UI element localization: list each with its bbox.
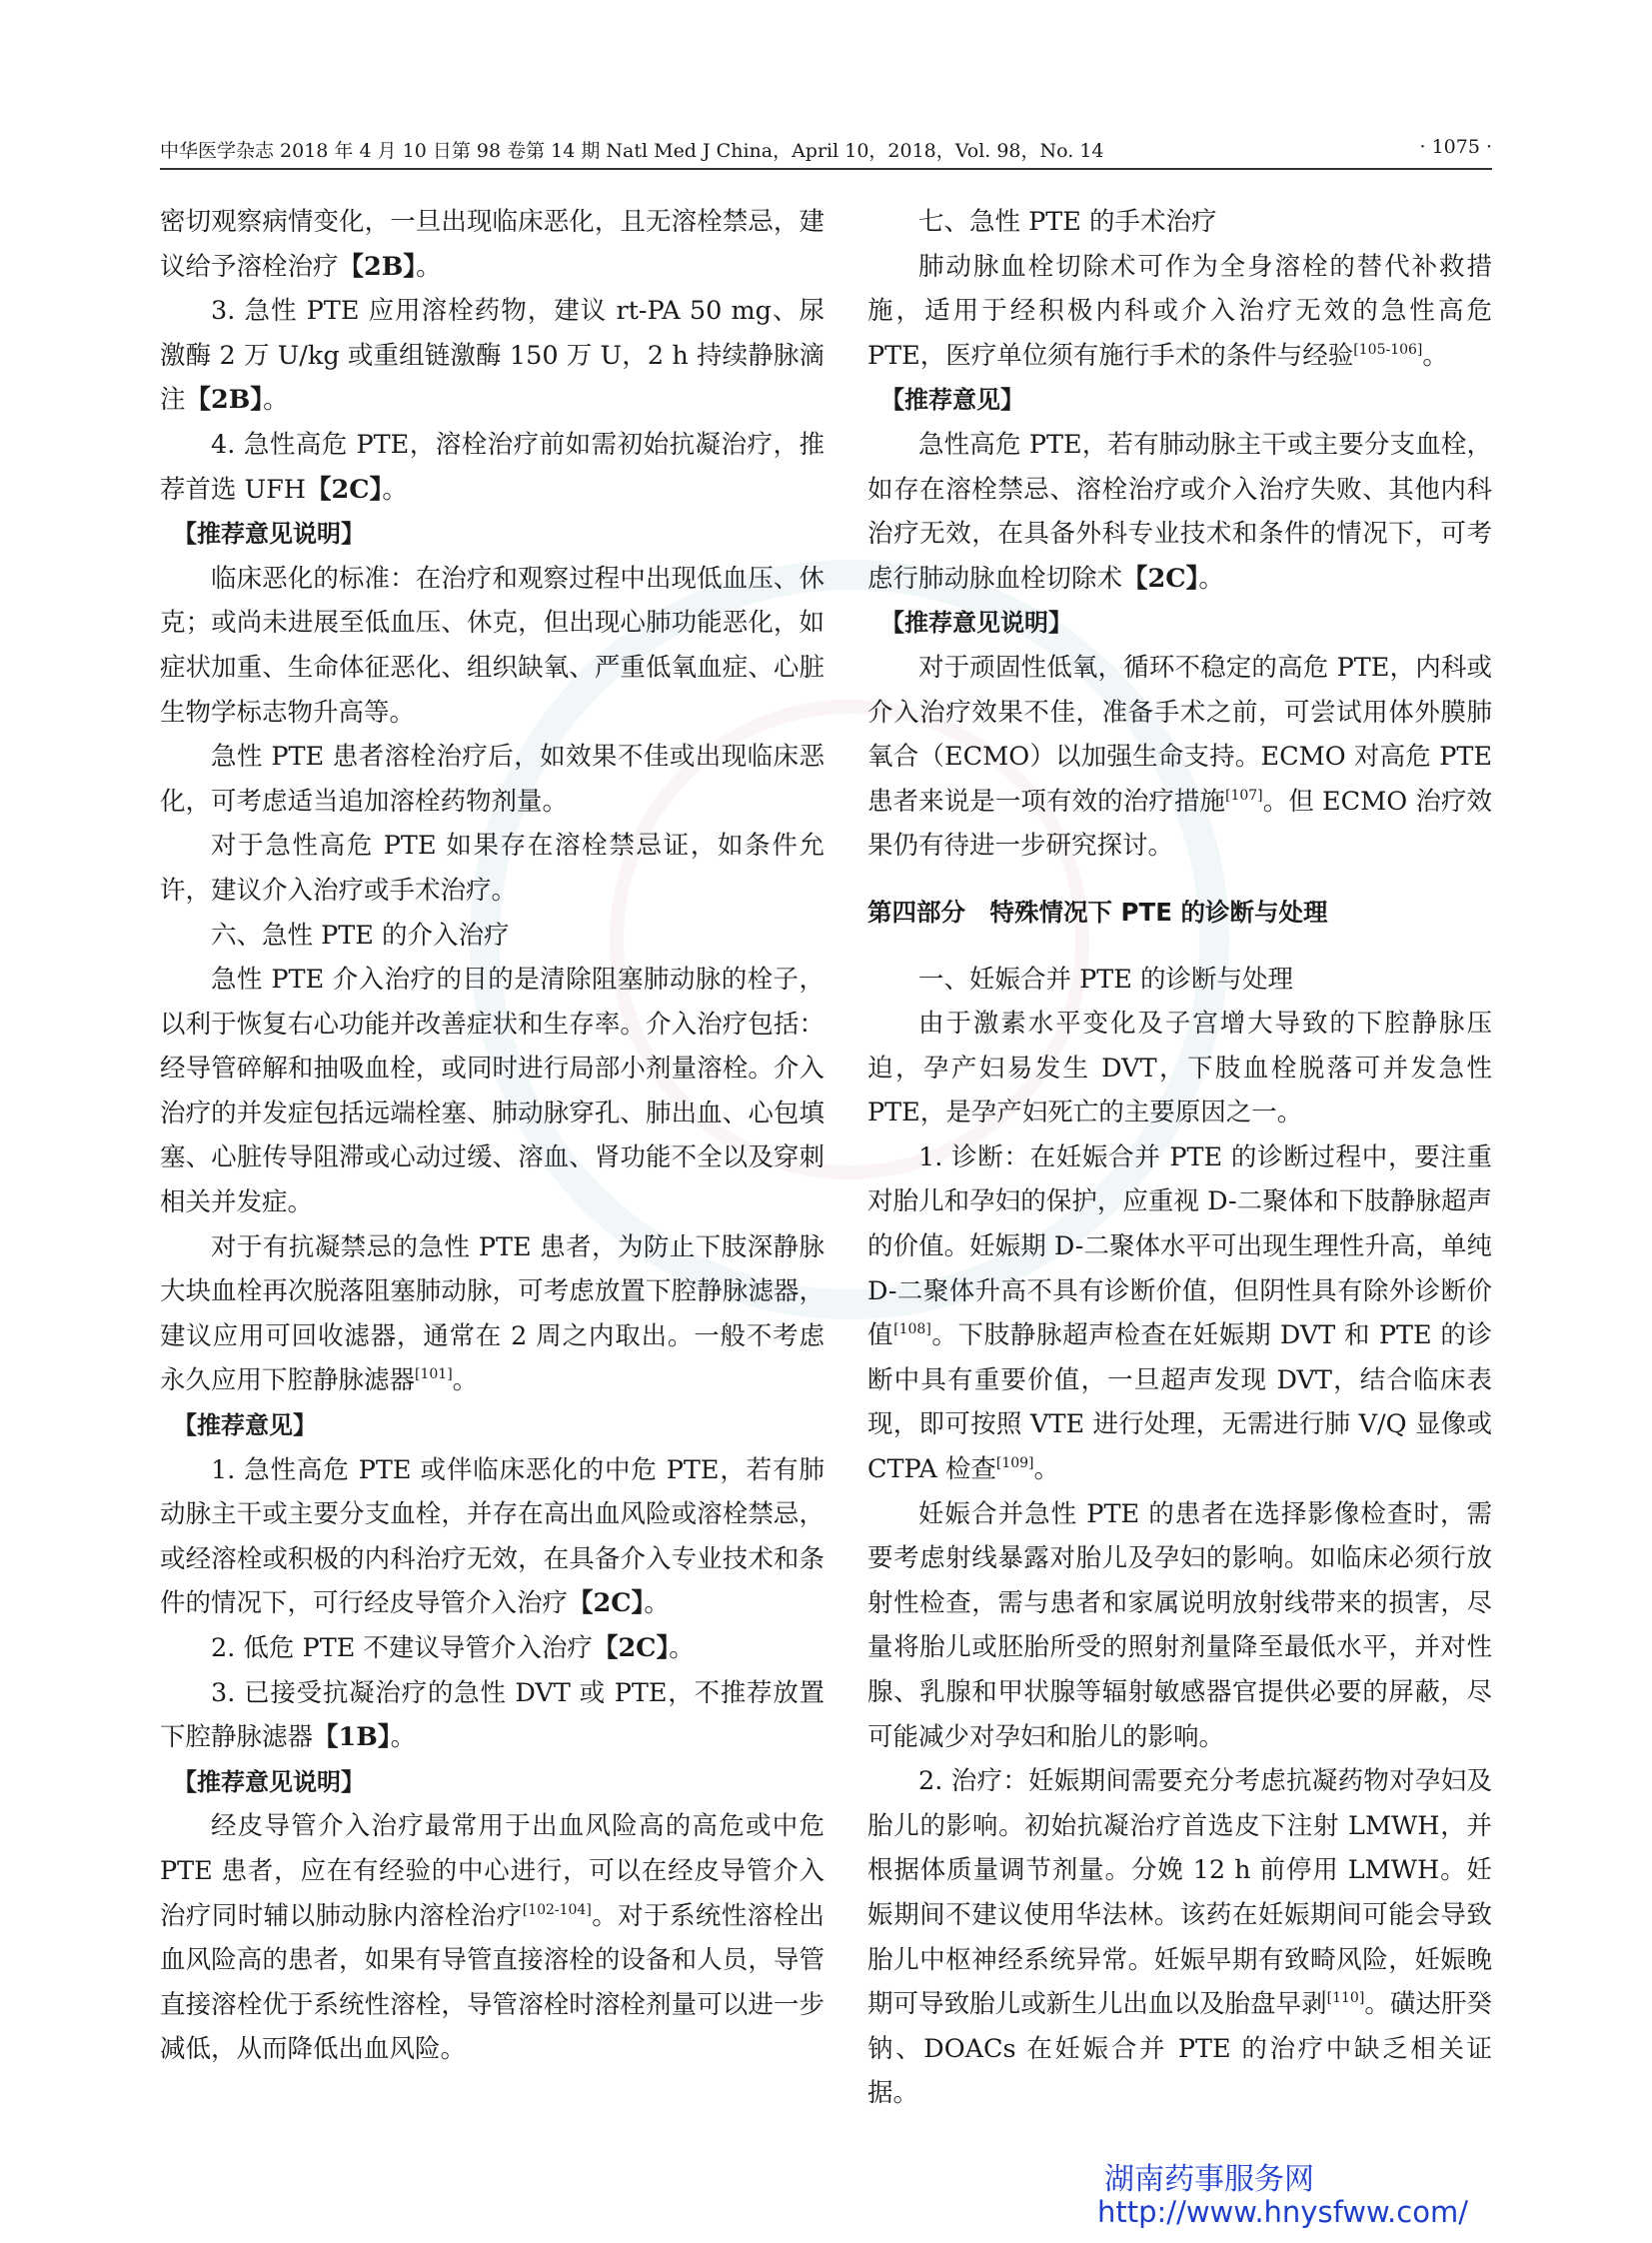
section-heading: 一、妊娠合并 PTE 的诊断与处理 (918, 964, 1293, 995)
page-number: · 1075 · (1419, 136, 1492, 158)
paragraph: 1. 急性高危 PTE 或伴临床恶化的中危 PTE，若有肺动脉主干或主要分支血栓，并存在高出血风险或溶栓禁忌，或经溶栓或积极的内科治疗无效，在具备介入专业技术和条件的情况下，可行经皮导管介入治疗【2C】。 (160, 1454, 825, 1619)
evidence-grade: 【2C】 (306, 474, 383, 505)
evidence-grade: 【1B】 (313, 1722, 391, 1753)
paragraph: 对于急性高危 PTE 如果存在溶栓禁忌证，如条件允许，建议介入治疗或手术治疗。 (160, 831, 825, 906)
paragraph: 由于激素水平变化及子宫增大导致的下腔静脉压迫，孕产妇易发生 DVT，下肢血栓脱落可并发急性 PTE，是孕产妇死亡的主要原因之一。 (867, 1009, 1492, 1128)
citation-ref[interactable]: [108] (893, 1321, 931, 1338)
citation-ref[interactable]: [105-106] (1353, 341, 1423, 358)
citation-ref[interactable]: [109] (995, 1455, 1034, 1472)
citation-ref[interactable]: [110] (1326, 1990, 1365, 2007)
paragraph: 2. 治疗：妊娠期间需要充分考虑抗凝药物对孕妇及胎儿的影响。初始抗凝治疗首选皮下注射 LMWH，并根据体质量调节剂量。分娩 12 h 前停用 LMWH。妊娠期间不建议使用华法林。该药在妊娠期间可能会导致胎儿中枢神经系统异常。妊娠早期有致畸风险，妊娠晚期可导致胎儿或新生儿出血以及胎盘早剥[110]。磺达肝癸钠、DOACs 在妊娠合并 PTE 的治疗中缺乏相关证据。 (867, 1766, 1492, 2109)
paragraph: 对于有抗凝禁忌的急性 PTE 患者，为防止下肢深静脉大块血栓再次脱落阻塞肺动脉，可考虑放置下腔静脉滤器，建议应用可回收滤器，通常在 2 周之内取出。一般不考虑永久应用下腔静脉滤器[101]。 (160, 1231, 825, 1396)
paragraph: 急性 PTE 患者溶栓治疗后，如效果不佳或出现临床恶化，可考虑适当追加溶栓药物剂量。 (160, 742, 825, 817)
paragraph: 肺动脉血栓切除术可作为全身溶栓的替代补救措施，适用于经积极内科或介入治疗无效的急性高危 PTE，医疗单位须有施行手术的条件与经验[105-106]。 (867, 251, 1492, 371)
recommendation-heading: 【推荐意见说明】 (880, 609, 1072, 638)
right-column (867, 200, 1492, 2116)
evidence-grade: 【2C】 (1122, 563, 1199, 594)
section-heading: 七、急性 PTE 的手术治疗 (918, 207, 1217, 237)
paragraph: 妊娠合并急性 PTE 的患者在选择影像检查时，需要考虑射线暴露对胎儿及孕妇的影响。如临床必须行放射性检查，需与患者和家属说明放射线带来的损害，尽量将胎儿或胚胎所受的照射剂量降至最低水平，并对性腺、乳腺和甲状腺等辐射敏感器官提供必要的屏蔽，尽可能减少对孕妇和胎儿的影响。 (867, 1498, 1492, 1752)
citation-ref[interactable]: [101] (415, 1366, 453, 1383)
section-heading: 六、急性 PTE 的介入治疗 (211, 920, 510, 951)
paragraph: 4. 急性高危 PTE，溶栓治疗前如需初始抗凝治疗，推荐首选 UFH【2C】。 (160, 429, 825, 505)
part-heading: 第四部分 特殊情况下 PTE 的诊断与处理 (867, 897, 1328, 927)
paragraph: 对于顽固性低氧，循环不稳定的高危 PTE，内科或介入治疗效果不佳，准备手术之前，可尝试用体外膜肺氧合（ECMO）以加强生命支持。ECMO 对高危 PTE 患者来说是一项有效的治疗措施[107]。但 ECMO 治疗效果仍有待进一步研究探讨。 (867, 652, 1492, 862)
evidence-grade: 【2C】 (568, 1588, 645, 1619)
paragraph: 急性高危 PTE，若有肺动脉主干或主要分支血栓，如存在溶栓禁忌、溶栓治疗或介入治疗失败、其他内科治疗无效，在具备外科专业技术和条件的情况下，可考虑行肺动脉血栓切除术【2C】。 (867, 429, 1492, 594)
journal-citation: 中华医学杂志 2018 年 4 月 10 日第 98 卷第 14 期 Natl Med J China，April 10，2018，Vol. 98，No. 14 (160, 140, 1104, 162)
left-column (160, 200, 825, 2072)
evidence-grade: 【2C】 (592, 1633, 670, 1663)
paragraph: 急性 PTE 介入治疗的目的是清除阻塞肺动脉的栓子，以利于恢复右心功能并改善症状和生存率。介入治疗包括：经导管碎解和抽吸血栓，或同时进行局部小剂量溶栓。介入治疗的并发症包括远端栓塞、肺动脉穿孔、肺出血、心包填塞、心脏传导阻滞或心动过缓、溶血、肾功能不全以及穿刺相关并发症。 (160, 965, 825, 1218)
paragraph: 3. 急性 PTE 应用溶栓药物，建议 rt-PA 50 mg、尿激酶 2 万 U/kg 或重组链激酶 150 万 U，2 h 持续静脉滴注【2B】。 (160, 296, 825, 416)
citation-ref[interactable]: [107] (1224, 787, 1263, 804)
footer-site-name[interactable]: 湖南药事服务网 (1104, 2162, 1314, 2197)
paragraph: 3. 已接受抗凝治疗的急性 DVT 或 PTE，不推荐放置下腔静脉滤器【1B】。 (160, 1677, 825, 1753)
paragraph: 1. 诊断：在妊娠合并 PTE 的诊断过程中，要注重对胎儿和孕妇的保护，应重视 D-二聚体和下肢静脉超声的价值。妊娠期 D-二聚体水平可出现生理性升高，单纯 D-二聚体升高不具有诊断价值，但阴性具有除外诊断价值[108]。下肢静脉超声检查在妊娠期 DVT 和 PTE 的诊断中具有重要价值，一旦超声发现 DVT，结合临床表现，即可按照 VTE 进行处理，无需进行肺 V/Q 显像或 CTPA 检查[109]。 (867, 1141, 1492, 1485)
paragraph: 临床恶化的标准：在治疗和观察过程中出现低血压、休克；或尚未进展至低血压、休克，但出现心肺功能恶化，如症状加重、生命体征恶化、组织缺氧、严重低氧血症、心脏生物学标志物升高等。 (160, 563, 825, 728)
recommendation-heading: 【推荐意见说明】 (173, 1767, 365, 1796)
paragraph: 经皮导管介入治疗最常用于出血风险高的高危或中危 PTE 患者，应在有经验的中心进行，可以在经皮导管介入治疗同时辅以肺动脉内溶栓治疗[102-104]。对于系统性溶栓出血风险高的患者，如果有导管直接溶栓的设备和人员，导管直接溶栓优于系统性溶栓，导管溶栓时溶栓剂量可以进一步减低，从而降低出血风险。 (160, 1811, 825, 2065)
evidence-grade: 【2B】 (185, 385, 264, 416)
evidence-grade: 【2B】 (338, 251, 417, 282)
recommendation-heading: 【推荐意见】 (173, 1411, 317, 1440)
citation-ref[interactable]: [102-104] (522, 1901, 592, 1918)
recommendation-heading: 【推荐意见说明】 (173, 520, 365, 549)
page-header (160, 128, 1492, 170)
paragraph: 2. 低危 PTE 不建议导管介入治疗【2C】。 (211, 1633, 695, 1663)
recommendation-heading: 【推荐意见】 (880, 386, 1024, 415)
footer-url-link[interactable]: http://www.hnysfww.com/ (1097, 2195, 1468, 2229)
paragraph: 密切观察病情变化，一旦出现临床恶化，且无溶栓禁忌，建议给予溶栓治疗【2B】。 (160, 207, 825, 282)
